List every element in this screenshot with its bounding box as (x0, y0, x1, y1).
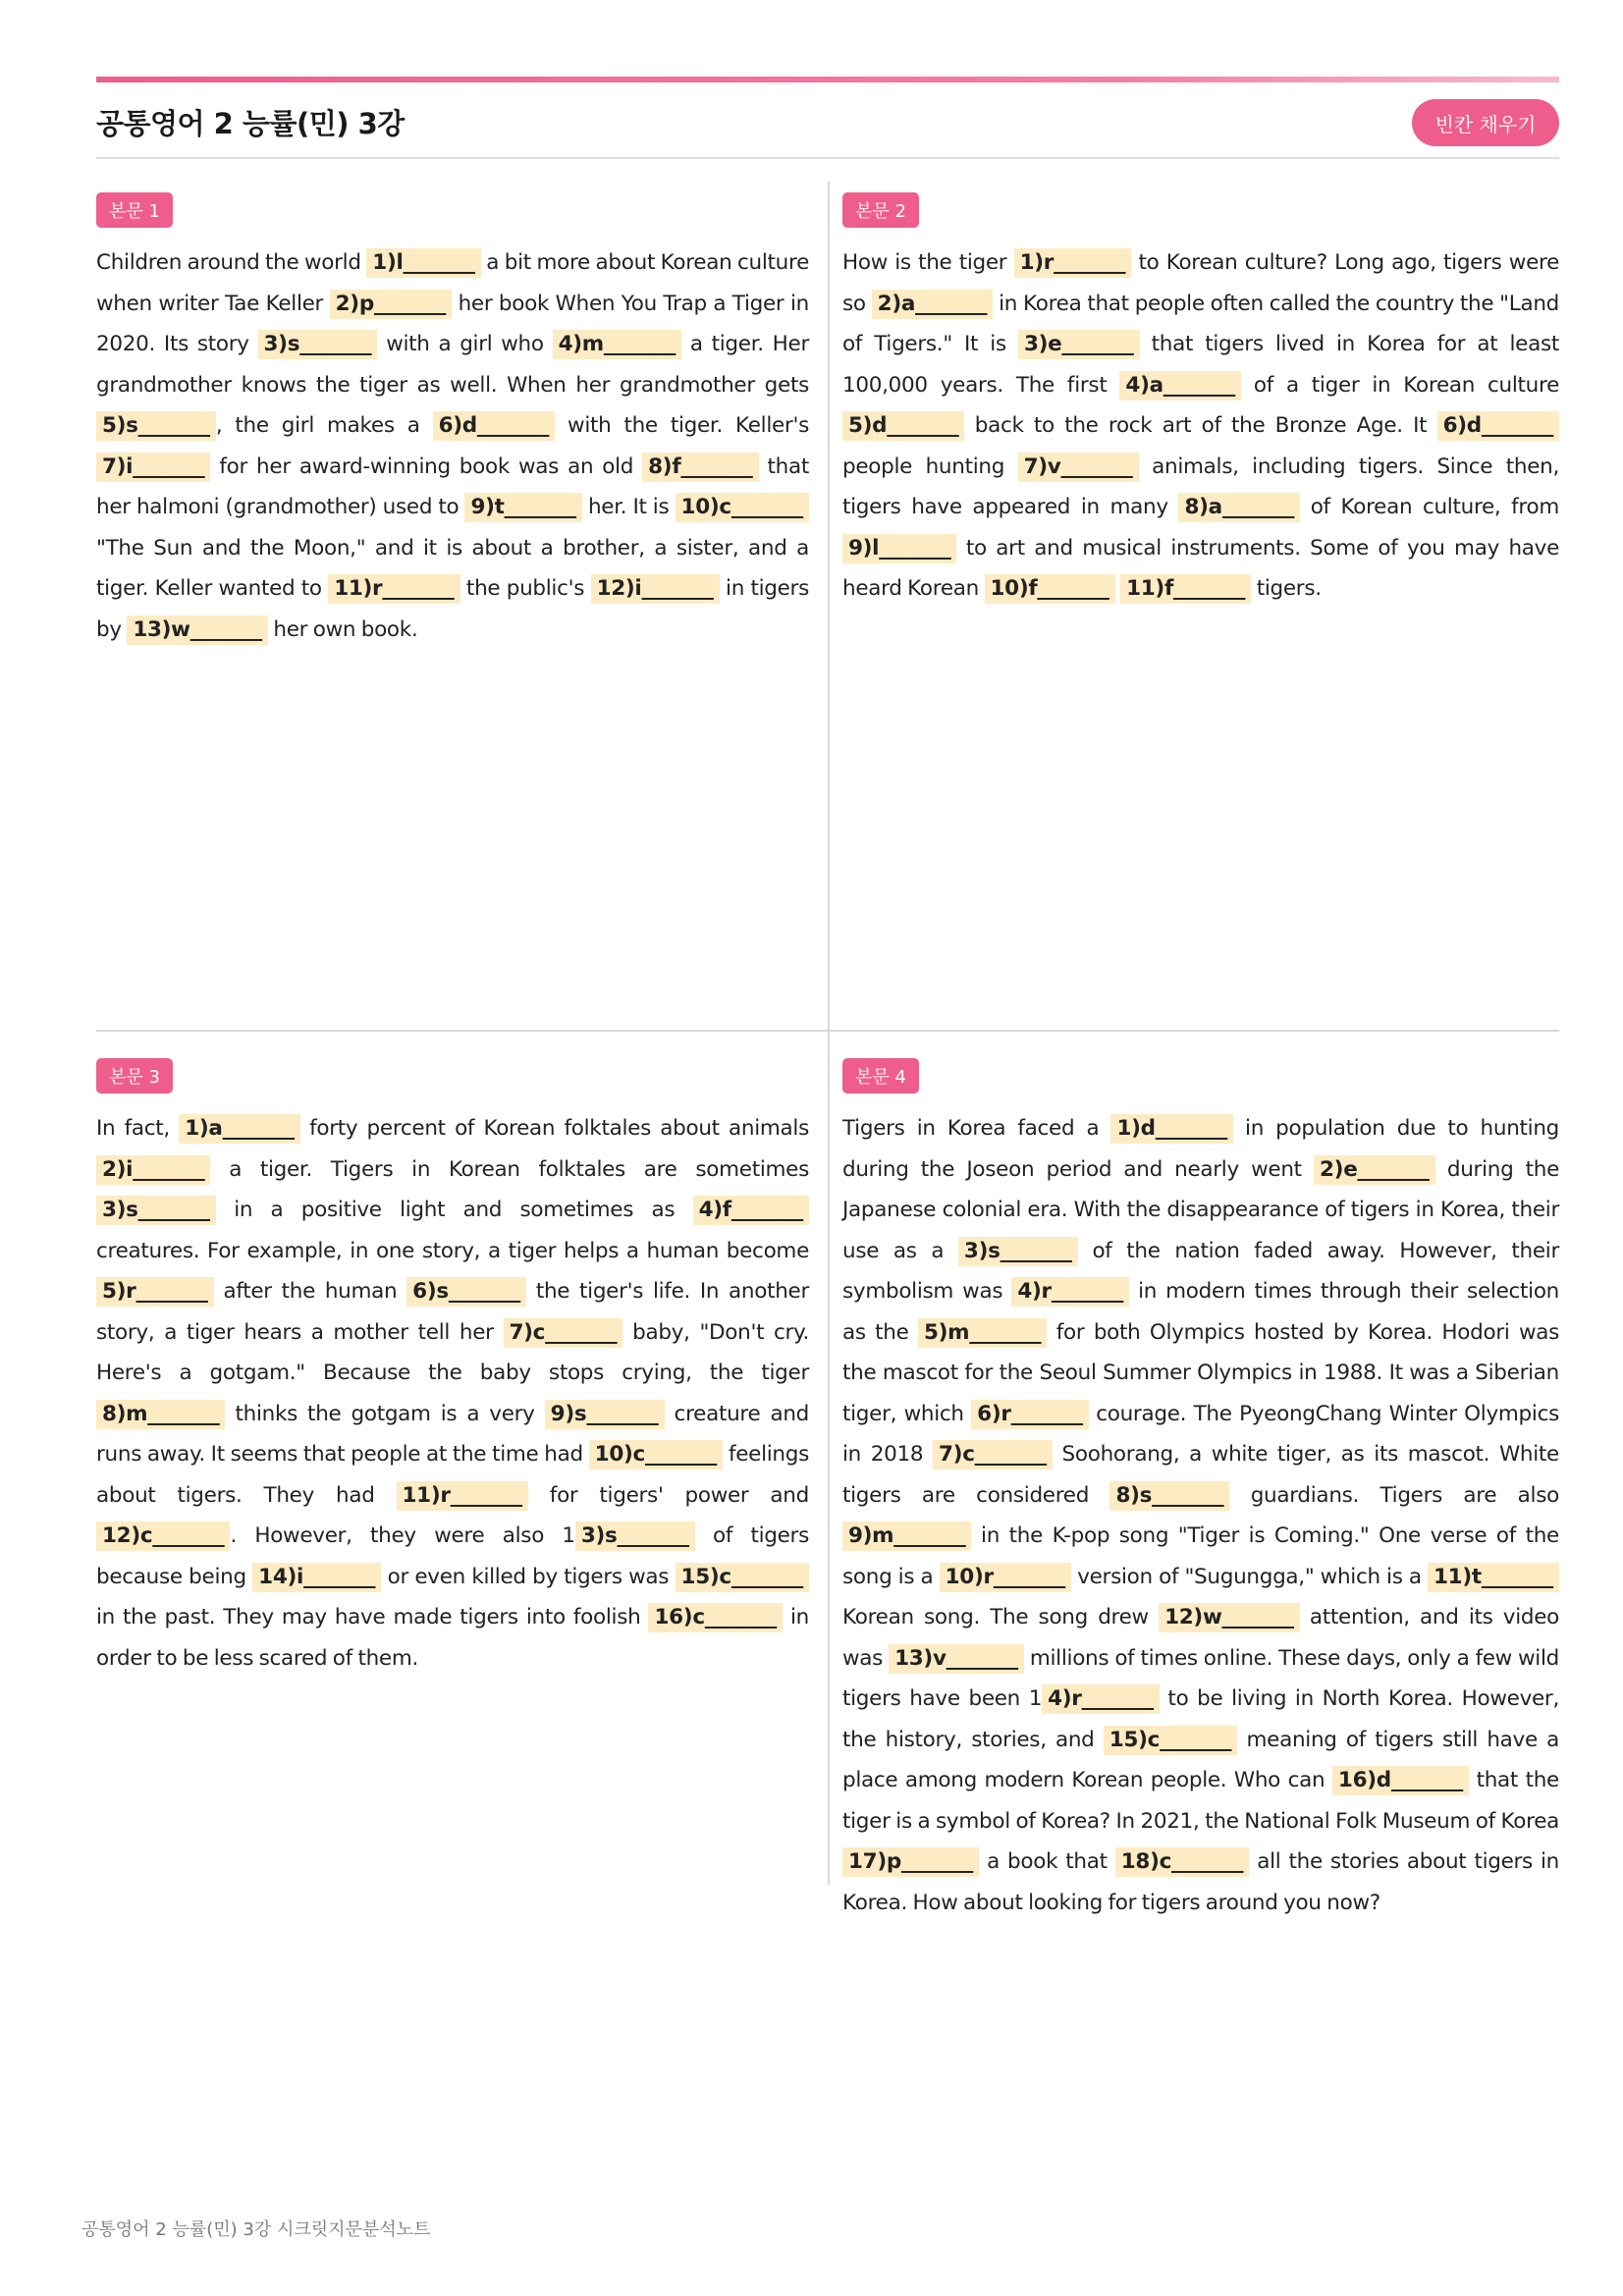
passage-text: attention, and its video was (842, 1605, 1559, 1671)
blank-slot[interactable]: 5)s_______ (96, 411, 216, 441)
mode-badge: 빈칸 채우기 (1412, 99, 1559, 146)
blank-slot[interactable]: 9)t_______ (464, 493, 581, 522)
passage-text: during the Japanese colonial era. With the disappearance of tigers in Korea, their use as a (842, 1156, 1560, 1263)
blank-slot[interactable]: 1)r_______ (1014, 248, 1132, 278)
passage-text: for both Olympics hosted by Korea. Hodori was the mascot for the Seoul Summer Olympics in 1988. It was a Siberian tiger, which (842, 1319, 1560, 1426)
blank-slot[interactable]: 11)r_______ (328, 574, 460, 604)
passage-text: . However, they were also 1 (230, 1523, 575, 1548)
blank-slot[interactable]: 16)c_______ (648, 1603, 782, 1632)
passage-text: a tiger. Tigers in Korean folktales are sometimes (210, 1156, 809, 1182)
blank-slot[interactable]: 9)l_______ (842, 534, 956, 563)
passage-body (96, 242, 809, 650)
blank-slot[interactable]: 10)r_______ (940, 1563, 1071, 1592)
passage-text: that her halmoni (grandmother) used to (96, 454, 809, 519)
blank-slot[interactable]: 10)c_______ (589, 1440, 723, 1469)
passage-text: "The Sun and the Moon," and it is about a brother, a sister, and a tiger. Keller wanted to (96, 535, 809, 601)
blank-slot[interactable]: 9)m_______ (842, 1522, 971, 1551)
blank-slot[interactable]: 2)a_______ (872, 290, 994, 319)
passage-text: a tiger. Her grandmother knows the tiger as well. When her grandmother gets (96, 332, 809, 398)
blank-slot[interactable]: 13)v_______ (889, 1644, 1024, 1674)
passage-text: courage. The PyeongChang Winter Olympics in 2018 (842, 1401, 1559, 1467)
blank-slot[interactable]: 11)r_______ (397, 1481, 528, 1511)
blank-slot[interactable]: 2)e_______ (1314, 1155, 1435, 1185)
blank-slot[interactable]: 6)r_______ (971, 1400, 1089, 1429)
passage-text: baby, "Don't cry. Here's a gotgam." Because the baby stops crying, the tiger (96, 1319, 809, 1385)
page-title: 공통영어 2 능률(민) 3강 (96, 107, 405, 140)
blank-slot[interactable]: 16)d_______ (1332, 1766, 1469, 1795)
passage-text: animals, including tigers. Since then, tigers have appeared in many (842, 454, 1559, 519)
row-divider (96, 1030, 1559, 1032)
blank-slot[interactable]: 2)i_______ (96, 1155, 210, 1185)
passage-text: to art and musical instruments. Some of you may have heard Korean (842, 535, 1559, 601)
title-divider (96, 157, 1559, 159)
passage-text: version of "Sugungga," which is a (1070, 1564, 1429, 1589)
passage-text: Children around the world (96, 250, 367, 275)
passage-text: of the nation faded away. However, their symbolism was (842, 1238, 1559, 1304)
blank-slot[interactable]: 3)s_______ (96, 1196, 216, 1225)
passage-text: creature and runs away. It seems that people at the time had (96, 1401, 809, 1467)
passage-text: after the human (213, 1279, 407, 1304)
blank-slot[interactable]: 12)c_______ (96, 1522, 230, 1551)
passage-text: of tigers because being (96, 1523, 810, 1589)
blank-slot[interactable]: 6)d_______ (1437, 411, 1559, 441)
passage-text: tigers. (1251, 576, 1322, 601)
blank-slot[interactable]: 11)t_______ (1428, 1563, 1559, 1592)
blank-slot[interactable]: 12)w_______ (1159, 1603, 1300, 1632)
passage-text: back to the rock art of the Bronze Age. It (964, 413, 1437, 438)
passage-text: to be living in North Korea. However, the history, stories, and (842, 1686, 1559, 1752)
blank-slot[interactable]: 8)s_______ (1109, 1481, 1229, 1511)
header-accent-bar (96, 77, 1559, 82)
blank-slot[interactable]: 3)e_______ (1018, 330, 1140, 359)
blank-slot[interactable]: 8)m_______ (96, 1400, 225, 1429)
blank-slot[interactable]: 10)c_______ (676, 493, 809, 522)
blank-slot[interactable]: 7)i_______ (96, 453, 210, 482)
passage-text: forty percent of Korean folktales about animals (299, 1116, 810, 1141)
passage-1 (96, 192, 809, 650)
passage-text: meaning of tigers still have a place among modern Korean people. Who can (842, 1727, 1560, 1792)
blank-slot[interactable]: 13)w_______ (127, 615, 268, 645)
blank-slot[interactable]: 3)s_______ (258, 330, 378, 359)
passage-text: with a girl who (377, 332, 553, 356)
passage-text: her own book. (267, 616, 418, 642)
passage-text: the tiger's life. In another story, a tiger hears a mother tell her (96, 1279, 810, 1345)
passage-text: guardians. Tigers are also (1229, 1482, 1559, 1508)
passage-text: of Korean culture, from (1300, 495, 1559, 519)
passage-4 (842, 1058, 1559, 1923)
blank-slot[interactable]: 15)c_______ (676, 1563, 809, 1592)
passage-text: that the tiger is a symbol of Korea? In 2021, the National Folk Museum of Korea (842, 1768, 1559, 1834)
blank-slot[interactable]: 3)s_______ (575, 1522, 695, 1551)
passage-text: Korean song. The song drew (842, 1605, 1160, 1629)
passage-text: Tigers in Korea faced a (842, 1116, 1111, 1141)
blank-slot[interactable]: 8)f_______ (642, 453, 758, 482)
passage-text: a bit more about Korean culture when writer Tae Keller (96, 250, 809, 316)
passage-text: in Korea that people often called the country the "Land of Tigers." It is (842, 291, 1559, 356)
passage-text: , the girl makes a (215, 413, 433, 438)
blank-slot[interactable]: 7)c_______ (933, 1440, 1053, 1469)
passage-text: in population due to hunting during the Joseon period and nearly went (842, 1116, 1559, 1182)
passage-text: in a positive light and sometimes as (215, 1198, 693, 1222)
blank-slot[interactable]: 6)s_______ (406, 1277, 526, 1307)
passage-text: in tigers by (96, 576, 809, 642)
blank-slot[interactable]: 5)m_______ (918, 1318, 1047, 1348)
blank-slot[interactable]: 18)c_______ (1115, 1847, 1249, 1877)
passage-3 (96, 1058, 809, 1679)
blank-slot[interactable]: 17)p_______ (842, 1847, 979, 1877)
blank-slot[interactable]: 7)v_______ (1018, 453, 1139, 482)
passage-2 (842, 192, 1559, 610)
passage-text: in the K-pop song "Tiger is Coming." One verse of the song is a (842, 1523, 1559, 1589)
blank-slot[interactable]: 5)d_______ (842, 411, 964, 441)
passage-body (96, 1108, 809, 1679)
blank-slot[interactable]: 1)d_______ (1110, 1114, 1232, 1144)
passage-text: her book When You Trap a Tiger in 2020. Its story (96, 291, 809, 356)
passage-text: Soohorang, a white tiger, as its mascot. White tigers are considered (842, 1442, 1559, 1508)
passage-text: How is the tiger (842, 250, 1014, 275)
passage-text: with the tiger. Keller's (555, 413, 809, 438)
blank-slot[interactable]: 4)r_______ (1011, 1277, 1129, 1307)
passage-text: millions of times online. These days, only a few wild tigers have been 1 (842, 1645, 1559, 1711)
blank-slot[interactable]: 8)a_______ (1178, 493, 1300, 522)
passage-text: in order to be less scared of them. (96, 1605, 809, 1671)
blank-slot[interactable]: 1)a_______ (179, 1114, 300, 1144)
blank-slot[interactable]: 15)c_______ (1104, 1726, 1237, 1755)
blank-slot[interactable]: 1)l_______ (366, 248, 480, 278)
blank-slot[interactable]: 4)r_______ (1042, 1684, 1160, 1714)
passage-text: feelings about tigers. They had (96, 1442, 809, 1508)
blank-slot[interactable]: 5)r_______ (96, 1277, 214, 1307)
blank-slot[interactable]: 4)f_______ (693, 1196, 809, 1225)
passage-text: in modern times through their selection as the (842, 1279, 1559, 1345)
passage-text: her. It is (581, 495, 676, 519)
passage-tag: 본문 4 (842, 1058, 919, 1094)
passage-body (842, 1108, 1559, 1923)
passage-text: a book that (979, 1849, 1115, 1874)
passage-text: all the stories about tigers in Korea. How about looking for tigers around you now? (842, 1849, 1559, 1915)
passage-tag: 본문 3 (96, 1058, 173, 1094)
passage-body (842, 242, 1559, 610)
blank-slot[interactable]: 9)s_______ (545, 1400, 665, 1429)
blank-slot[interactable]: 3)s_______ (958, 1237, 1078, 1266)
passage-text: creatures. For example, in one story, a tiger helps a human become (96, 1238, 809, 1263)
blank-slot[interactable]: 6)d_______ (433, 411, 555, 441)
blank-slot[interactable]: 2)p_______ (330, 290, 452, 319)
blank-slot[interactable]: 14)i_______ (252, 1563, 381, 1592)
blank-slot[interactable]: 11)f_______ (1120, 574, 1251, 604)
passage-tag: 본문 1 (96, 192, 173, 228)
passage-text: for tigers' power and (527, 1482, 809, 1508)
page-footer: 공통영어 2 능률(민) 3강 시크릿지문분석노트 (81, 2219, 431, 2240)
passage-text: or even killed by tigers was (381, 1564, 676, 1589)
passage-text: thinks the gotgam is a very (225, 1401, 545, 1426)
blank-slot[interactable]: 7)c_______ (504, 1318, 623, 1348)
passage-text: of a tiger in Korean culture (1240, 372, 1559, 398)
passage-text: for her award-winning book was an old (210, 454, 643, 479)
passage-text: In fact, (96, 1116, 180, 1141)
blank-slot[interactable]: 10)f_______ (985, 574, 1115, 604)
passage-text: in the past. They may have made tigers into foolish (96, 1605, 649, 1629)
blank-slot[interactable]: 4)m_______ (553, 330, 681, 359)
passage-tag: 본문 2 (842, 192, 919, 228)
passage-text: people hunting (842, 454, 1018, 479)
blank-slot[interactable]: 12)i_______ (591, 574, 720, 604)
passage-text: that tigers lived in Korea for at least 100,000 years. The first (842, 332, 1559, 398)
passage-text: to Korean culture? Long ago, tigers were so (842, 250, 1559, 316)
passage-text: the public's (460, 576, 591, 601)
column-divider (828, 182, 830, 1885)
blank-slot[interactable]: 4)a_______ (1119, 371, 1241, 400)
